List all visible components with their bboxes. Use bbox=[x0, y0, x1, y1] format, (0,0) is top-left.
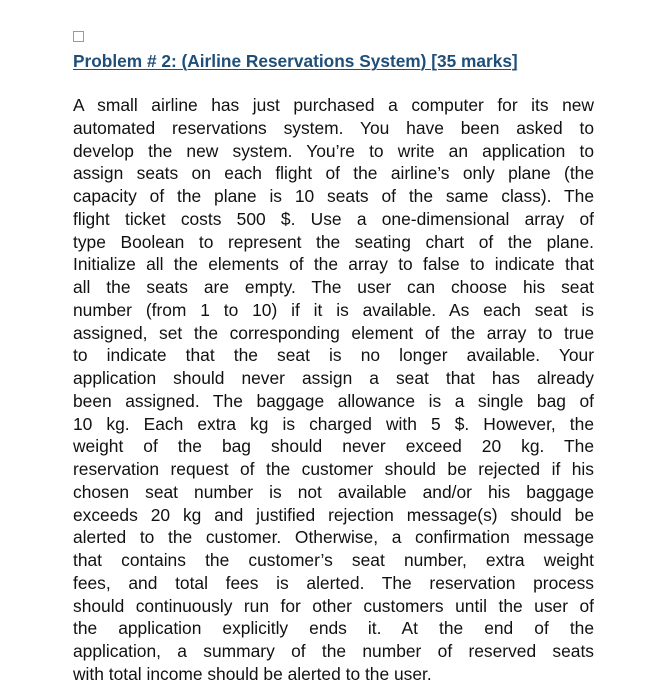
paragraph-line: that contains the customer’s seat number, extra weight bbox=[73, 550, 594, 570]
paragraph-line: exceeds 20 kg and justified rejection message(s) should be bbox=[73, 504, 594, 525]
paragraph-line: application should never assign a seat that has already bbox=[73, 368, 594, 388]
paragraph-line: assigned, set the corresponding element of the array to true bbox=[73, 322, 594, 343]
paragraph-line: assign seats on each flight of the airline’s only plane (the bbox=[73, 163, 594, 184]
paragraph-line: reservation request of the customer should be rejected if his bbox=[73, 459, 594, 479]
paragraph-line: capacity of the plane is 10 seats of the same class). The bbox=[73, 186, 594, 206]
paragraph-line: fees, and total fees is alerted. The reservation process bbox=[73, 572, 594, 593]
paragraph-line: 10 kg. Each extra kg is charged with 5 $. However, the bbox=[73, 413, 594, 434]
paragraph-line: weight of the bag should never exceed 20 kg. The bbox=[73, 436, 594, 457]
paragraph-line: Initialize all the elements of the array to false to indicate that bbox=[73, 254, 594, 275]
paragraph-line: type Boolean to represent the seating chart of the plane. bbox=[73, 231, 594, 252]
paragraph-line: to indicate that the seat is no longer available. Your bbox=[73, 345, 594, 366]
paragraph-line: alerted to the customer. Otherwise, a confirmation message bbox=[73, 527, 594, 548]
paragraph-line: with total income should be alerted to the user. bbox=[73, 663, 432, 684]
paragraph-line: develop the new system. You’re to write an application to bbox=[73, 140, 594, 161]
paragraph-line: number (from 1 to 10) if it is available. As each seat is bbox=[73, 299, 594, 320]
paragraph-line: should continuously run for other customers until the user of bbox=[73, 595, 594, 616]
paragraph-line: automated reservations system. You have been asked to bbox=[73, 117, 594, 138]
paragraph-line: flight ticket costs 500 $. Use a one-dimensional array of bbox=[73, 208, 594, 229]
paragraph-line: the application explicitly ends it. At the end of the bbox=[73, 618, 594, 639]
paragraph-line: been assigned. The baggage allowance is a single bag of bbox=[73, 390, 594, 411]
checkbox-icon[interactable] bbox=[73, 31, 84, 42]
problem-title: Problem # 2: (Airline Reservations System) [35 marks] bbox=[73, 51, 518, 71]
paragraph-line: A small airline has just purchased a computer for its new bbox=[73, 95, 594, 115]
paragraph-line: chosen seat number is not available and/or his baggage bbox=[73, 481, 594, 502]
problem-description bbox=[73, 94, 594, 686]
paragraph-line: application, a summary of the number of reserved seats bbox=[73, 641, 594, 661]
paragraph-line: all the seats are empty. The user can choose his seat bbox=[73, 277, 594, 297]
